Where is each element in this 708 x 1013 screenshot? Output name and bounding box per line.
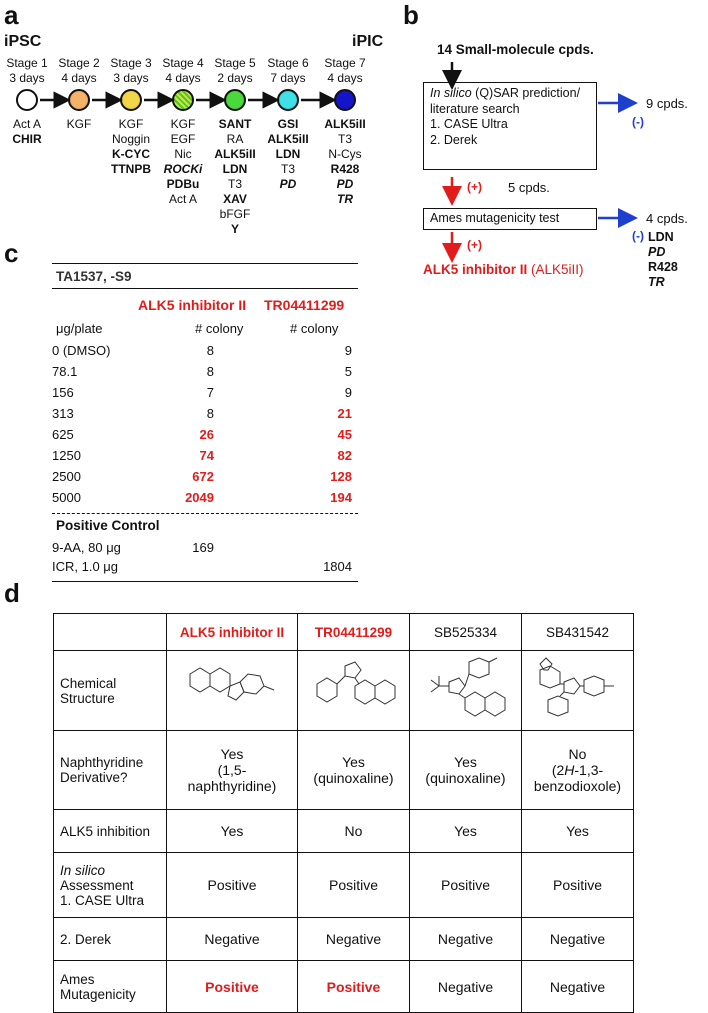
insilico-box	[423, 82, 597, 170]
factor-item: Y	[230, 222, 239, 236]
factor-item: PD	[336, 177, 354, 191]
stage-duration: 3 days	[9, 71, 45, 85]
d-case-0: Positive	[167, 853, 298, 918]
panel-a-letter: a	[4, 0, 19, 30]
ames-box	[423, 208, 597, 230]
d-header-sb431: SB431542	[522, 614, 634, 651]
factor-item: LDN	[222, 162, 248, 176]
c-colony-header-2: # colony	[290, 321, 339, 336]
table-row	[52, 343, 358, 363]
b-out2-sign: (-)	[632, 229, 644, 243]
b-out1-sign: (-)	[632, 115, 644, 129]
table-row	[52, 559, 358, 579]
factor-item: CHIR	[12, 132, 42, 146]
c-dose: 625	[52, 427, 74, 442]
c-col2-title: TR04411299	[264, 297, 345, 313]
factor-item: EGF	[170, 132, 196, 146]
factor-item: ROCKi	[163, 162, 203, 176]
c-colony-tr: 9	[344, 385, 352, 400]
c-colony-alk5: 8	[206, 364, 214, 379]
c-colony-header-1: # colony	[195, 321, 244, 336]
factor-item: ALK5iII	[324, 117, 366, 131]
c-dose: 1250	[52, 448, 81, 463]
d-struct-sb431	[522, 651, 634, 731]
factor-item: K-CYC	[112, 147, 150, 161]
factor-item: XAV	[223, 192, 247, 206]
d-ames-2: Negative	[410, 961, 522, 1013]
factor-item: TTNPB	[111, 162, 151, 176]
d-row-chem: Chemical Structure	[54, 651, 167, 731]
c-colony-alk5: 2049	[185, 490, 214, 505]
b-final-bold: ALK5 inhibitor II	[423, 262, 528, 277]
factor-item: Act A	[12, 117, 41, 131]
d-naph-1: Yes (quinoxaline)	[298, 731, 410, 810]
d-alk5-1: No	[298, 810, 410, 853]
factor-item: Nic	[174, 147, 192, 161]
stage-duration: 4 days	[61, 71, 97, 85]
b-pass1-count: 5 cpds.	[508, 180, 550, 195]
d-alk5-0: Yes	[167, 810, 298, 853]
factor-item: Act A	[168, 192, 197, 206]
b-out2-item: TR	[648, 275, 665, 289]
c-dose: 313	[52, 406, 74, 421]
factor-item: ALK5iII	[214, 147, 256, 161]
d-derek-1: Negative	[298, 918, 410, 961]
factor-item: R428	[330, 162, 360, 176]
d-naph-2: Yes (quinoxaline)	[410, 731, 522, 810]
c-pc-tr: 1804	[323, 559, 352, 574]
table-row	[52, 540, 358, 560]
c-top-rule	[52, 263, 358, 264]
c-colony-alk5: 672	[192, 469, 214, 484]
d-row-insilico	[54, 853, 167, 918]
d-row-alk5: ALK5 inhibition	[54, 810, 167, 853]
factor-item: GSI	[277, 117, 299, 131]
ames-box-label: Ames mutagenicity test	[430, 211, 560, 225]
c-dose: 156	[52, 385, 74, 400]
c-sub-rule	[52, 288, 358, 289]
c-colony-tr: 82	[337, 448, 352, 463]
factor-item: T3	[280, 162, 295, 176]
factor-item: KGF	[66, 117, 92, 131]
c-dashed-rule	[52, 513, 358, 514]
c-colony-alk5: 74	[199, 448, 214, 463]
panel-d-letter: d	[4, 578, 20, 608]
d-header-alk5: ALK5 inhibitor II	[167, 614, 298, 651]
c-dose: 2500	[52, 469, 81, 484]
d-alk5-3: Yes	[522, 810, 634, 853]
panel-b-letter: b	[403, 0, 419, 30]
factor-item: PD	[279, 177, 297, 191]
b-out2-item: LDN	[648, 230, 674, 244]
d-struct-tr	[298, 651, 410, 731]
d-struct-sb525	[410, 651, 522, 731]
c-dose: 5000	[52, 490, 81, 505]
d-case-3: Positive	[522, 853, 634, 918]
structure-sb525334	[421, 656, 511, 722]
table-row	[52, 469, 358, 489]
stage-name: Stage 1	[6, 56, 48, 70]
factor-item: T3	[337, 132, 352, 146]
table-row	[52, 448, 358, 468]
b-out2-count: 4 cpds.	[646, 211, 688, 226]
c-colony-alk5: 26	[199, 427, 214, 442]
stage-duration: 4 days	[327, 71, 363, 85]
b-final-rest: (ALK5iII)	[527, 262, 584, 277]
b-pass1-sign: (+)	[467, 180, 482, 194]
c-colony-alk5: 8	[206, 406, 214, 421]
c-colony-tr: 128	[330, 469, 352, 484]
box1-line-4: 2. Derek	[430, 132, 478, 147]
factor-item: PDBu	[166, 177, 200, 191]
d-insilico-italic: In silico	[60, 862, 106, 878]
d-insilico-rest: Assessment 1. CASE Ultra	[60, 877, 145, 908]
d-row-ames: Ames Mutagenicity	[54, 961, 167, 1013]
c-col1-title: ALK5 inhibitor II	[138, 297, 247, 313]
d-derek-2: Negative	[410, 918, 522, 961]
table-row	[52, 406, 358, 426]
factor-item: KGF	[170, 117, 196, 131]
stage-name: Stage 7	[324, 56, 366, 70]
b-final-label	[423, 262, 584, 277]
factor-item: N-Cys	[328, 147, 362, 161]
d-alk5-2: Yes	[410, 810, 522, 853]
ipic-label: iPIC	[352, 33, 384, 50]
stage-duration: 4 days	[165, 71, 201, 85]
box1-line-1: (Q)SAR prediction/	[471, 86, 581, 100]
d-row-derek: 2. Derek	[54, 918, 167, 961]
c-colony-tr: 194	[330, 490, 352, 505]
d-ames-1: Positive	[298, 961, 410, 1013]
c-bottom-rule	[52, 581, 358, 582]
structure-alk5-inhibitor-ii	[182, 656, 282, 722]
stage-duration: 2 days	[217, 71, 253, 85]
b-pass2-sign: (+)	[467, 238, 482, 252]
c-colony-tr: 9	[344, 343, 352, 358]
d-ames-0: Positive	[167, 961, 298, 1013]
c-condition: TA1537, -S9	[56, 269, 132, 284]
d-header-tr: TR04411299	[298, 614, 410, 651]
factor-item: TR	[337, 192, 353, 206]
stage-name: Stage 6	[267, 56, 309, 70]
d-derek-3: Negative	[522, 918, 634, 961]
c-colony-alk5: 7	[206, 385, 214, 400]
comparison-table	[53, 613, 634, 1013]
c-colony-tr: 5	[344, 364, 352, 379]
c-colony-alk5: 8	[206, 343, 214, 358]
ipsc-label: iPSC	[4, 33, 42, 50]
c-colony-tr: 21	[337, 406, 352, 421]
box1-line-2: literature search	[430, 101, 520, 116]
box1-line-0: In silico	[430, 86, 472, 100]
stage-duration: 7 days	[270, 71, 306, 85]
factor-item: Noggin	[111, 132, 151, 146]
d-naph-0: Yes (1,5- naphthyridine)	[167, 731, 298, 810]
table-row	[52, 490, 358, 510]
d-header-sb525: SB525334	[410, 614, 522, 651]
stage-name: Stage 4	[162, 56, 204, 70]
d-row-naph: Naphthyridine Derivative?	[54, 731, 167, 810]
c-dose: 0 (DMSO)	[52, 343, 111, 358]
structure-sb431542	[530, 656, 626, 722]
factor-item: SANT	[218, 117, 252, 131]
factor-item: T3	[227, 177, 242, 191]
d-case-1: Positive	[298, 853, 410, 918]
stage-name: Stage 2	[58, 56, 100, 70]
factor-item: LDN	[275, 147, 301, 161]
c-positive-control: Positive Control	[56, 518, 160, 533]
b-out2-list	[648, 230, 678, 290]
factor-item: KGF	[118, 117, 144, 131]
box1-line-3: 1. CASE Ultra	[430, 117, 508, 131]
d-ames-3: Negative	[522, 961, 634, 1013]
d-case-2: Positive	[410, 853, 522, 918]
b-out2-item: R428	[648, 260, 678, 274]
table-row	[52, 385, 358, 405]
stage-name: Stage 5	[214, 56, 256, 70]
c-colony-tr: 45	[337, 427, 352, 442]
d-corner	[54, 614, 167, 651]
structure-tr04411299	[309, 656, 399, 722]
table-row	[52, 427, 358, 447]
c-dose: 78.1	[52, 364, 78, 379]
panel-c-letter: c	[4, 238, 19, 268]
factor-item: RA	[226, 132, 244, 146]
b-out2-item: PD	[648, 245, 666, 259]
d-struct-alk5	[167, 651, 298, 731]
stage-duration: 3 days	[113, 71, 149, 85]
c-pc-alk5: 169	[192, 540, 214, 555]
factor-item: bFGF	[219, 207, 251, 221]
table-row	[52, 364, 358, 384]
stage-name: Stage 3	[110, 56, 152, 70]
d-naph-3: No (2H-1,3- benzodioxole)	[522, 731, 634, 810]
c-pc-label: 9-AA, 80 μg	[52, 540, 121, 555]
c-dose-header: μg/plate	[56, 321, 103, 336]
factor-item: ALK5iII	[267, 132, 309, 146]
d-derek-0: Negative	[167, 918, 298, 961]
c-pc-label: ICR, 1.0 μg	[52, 559, 119, 574]
b-out1-count: 9 cpds.	[646, 96, 688, 111]
b-start-label: 14 Small-molecule cpds.	[437, 42, 594, 57]
